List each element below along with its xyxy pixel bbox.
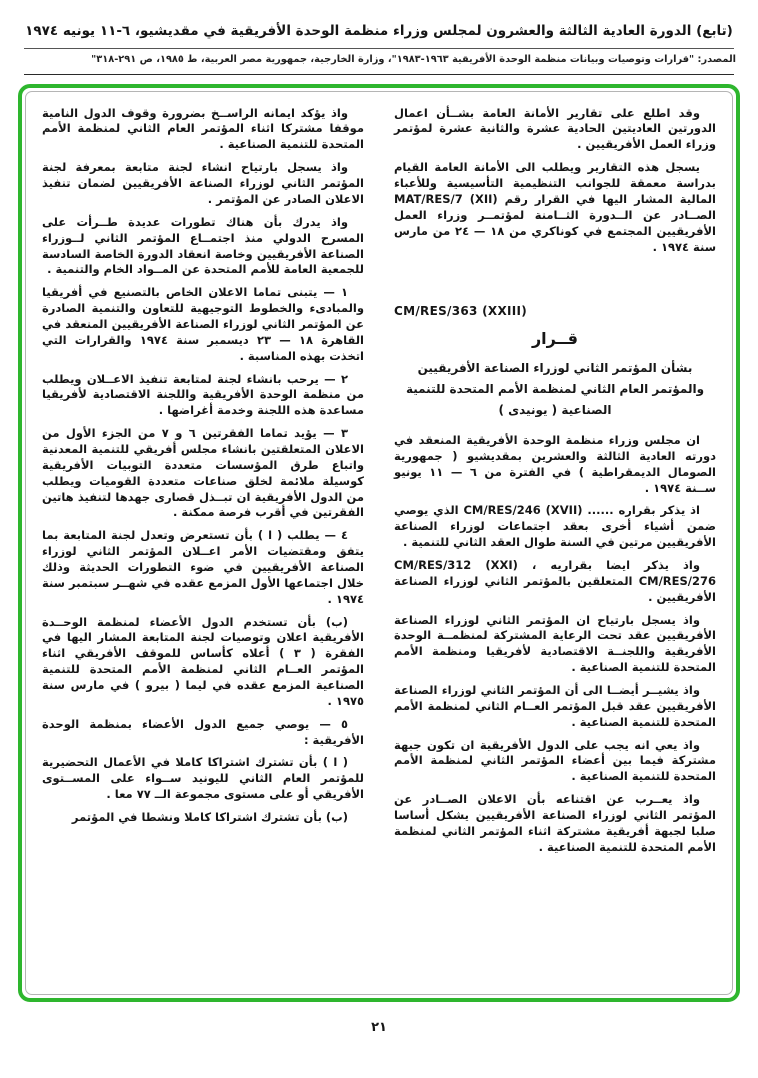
operative-item-5a: ( ا ) بأن تشترك اشتراكا كاملا في الأعمال التحضيرية للمؤتمر العام الثاني لليونيد ســواء على المســتوى الأفريقي أو على مستوى مجموعة الــ ٧٧ معا .	[42, 755, 364, 802]
paragraph-recall-1: اذ يذكر بقراره ...... CM/RES/246 (XVII) الذي يوصي ضمن أشياء أخرى بعقد اجتماعات لوزراء الصناعة الأفريقيين مرتين في السنة طوال العقد الثاني للتنمية .	[394, 503, 716, 550]
paragraph-aware: واذ يعي انه يجب على الدول الأفريقية ان تكون جبهة مشتركة فيما بين أعضاء المؤتمر الثاني لمنظمة الأمم المتحدة للتنمية الصناعية .	[394, 737, 716, 784]
paragraph-council: ان مجلس وزراء منظمة الوحدة الأفريقية المنعقد في دورته العادية الثالثة والعشرين بمقديشيو ( جمهورية الصومال الديمقراطية ) في الفترة من ٦ — ١١ يونيو ســنة ١٩٧٤ .	[394, 432, 716, 495]
document-title: (تابع) الدورة العادية الثالثة والعشرون لمجلس وزراء منظمة الوحدة الأفريقية في مقديشيو، ٦-١١ يونيه ١٩٧٤	[25, 23, 733, 39]
operative-item-5: ٥ — يوصي جميع الدول الأعضاء بمنظمة الوحدة الأفريقية :	[42, 716, 364, 747]
operative-item-1: ١ — يتبنى تماما الاعلان الخاص بالتصنيع في أفريقيا والمبادىء والخطوط التوجيهية للتعاون والتنمية الصادرة عن المؤتمر الثاني لوزراء الصناعة الأفريقيين المنعقد في القاهرة ١٨ — ٢٣ ديسمبر سنة ١٩٧٤ والقرارات التي اتخذت بهذه المناسبة .	[42, 285, 365, 363]
green-frame	[18, 84, 740, 1002]
document-header	[18, 22, 740, 75]
header-divider-bottom	[24, 74, 734, 75]
paragraph-reports: وقد اطلع على تقارير الأمانة العامة بشــأن اعمال الدورتين العاديتين الحادية عشرة والثانية عشرة لمؤتمر وزراء العمل الأفريقيين .	[394, 105, 716, 152]
text-columns	[42, 106, 716, 984]
source-line: المصدر: "قرارات وتوصيات وبيانات منظمة الوحدة الأفريقية ١٩٦٣-١٩٨٣"، وزارة الخارجية، جمهورية مصر العربية، ط ١٩٨٥، ص ٢٩١-٣١٨"	[91, 53, 736, 65]
paragraph-recall-2: واذ يذكر ايضا بقراريه CM/RES/312 (XXI) ، CM/RES/276 المتعلقين بالمؤتمر الثاني لوزراء الصناعة الأفريقيين .	[394, 558, 716, 604]
paragraph-followup: واذ يسجل بارتياح انشاء لجنة متابعة بمعرفة لجنة المؤتمر الثاني لوزراء الصناعة الأفريقيين لضمان تنفيذ الاعلان الصادر عن المؤتمر .	[42, 160, 364, 206]
header-divider-top	[24, 48, 734, 49]
operative-item-4b: (ب) بأن تستخدم الدول الأعضاء لمنظمة الوحــدة الأفريقية اعلان وتوصيات لجنة المتابعة المشار اليها في الفقرة ( ٣ ) أعلاه كأساس للموقف الأفريقي اثناء المؤتمر العــام الثاني لمنظمة الأمم المتحدة للتنمية الصناعية المزمع عقده في ليما ( بيرو ) في مارس سنة ١٩٧٥ .	[42, 614, 364, 708]
operative-item-2: ٢ — يرحب بانشاء لجنة لمتابعة تنفيذ الاعــلان ويطلب من منظمة الوحدة الأفريقية واللجنة الاقتصادية لأفريقيا مساعدة هذه اللجنة وخدمة أغراضها .	[42, 371, 364, 418]
resolution-subject: بشأن المؤتمر الثاني لوزراء الصناعة الأفريقيين والمؤتمر العام الثاني لمنظمة الأمم المتحدة للتنمية الصناعية ( يونيدى )	[405, 360, 705, 417]
resolution-code: CM/RES/363 (XXIII)	[394, 304, 528, 319]
operative-item-3: ٣ — يؤيد تماما الفقرتين ٦ و ٧ من الجزء الأول من الاعلان المتعلقتين بانشاء مجلس أفريقي للتنمية المعدنية واتباع طرق المؤسسات متعددة التوبيات الأفريقية كوسيلة ملائمة لخلق صناعات متعددة القوميات ويطلب من الدول الأفريقية ان تبــذل قصارى جهدها لتنفيذ هاتين الفقرتين في أقرب فرصة ممكنة .	[42, 426, 364, 520]
paragraph-developments: واذ يدرك بأن هناك تطورات عديدة طــرأت على المسرح الدولي منذ اجتمــاع المؤتمر الثاني لــوزراء الصناعة الأفريقيين وخاصة انعقاد الدورة الخاصة السادسة للجمعية العامة للأمم المتحدة عن المــواد الخام والتنمية .	[42, 214, 364, 277]
page-number: ٢١	[371, 1019, 387, 1035]
column-left	[42, 106, 364, 984]
paragraph-sponsorship: واذ يسجل بارتياح ان المؤتمر الثاني لوزراء الصناعة الأفريقيين عقد تحت الرعاية المشتركة لمنظمــة الوحدة الأفريقية واللجنــة الاقتصادية لأفريقيا ومنظمة الأمم المتحدة للتنمية الصناعية .	[394, 612, 716, 675]
document-footer	[18, 1016, 740, 1035]
operative-item-4: ٤ — يطلب ( ا ) بأن تستعرض وتعدل لجنة المتابعة بما يتفق ومقتضيات الأمر اعــلان المؤتمر الثاني لوزراء الصناعة الأفريقيين في ضوء التطورات الحديثة وذلك خلال اجتماعها الأول المزمع عقده في شهــر سبتمبر سنة ١٩٧٤ .	[42, 528, 364, 606]
paragraph-convinced: واذ يعــرب عن اقتناعه بأن الاعلان الصــادر عن المؤتمر الثاني لوزراء الصناعة الأفريقيين يشكل أساسا صلبا لجبهة أفريقية مشتركة اثناء المؤتمر الثاني لمنظمة الأمم المتحدة للتنمية الصناعية .	[394, 792, 716, 854]
inner-frame	[25, 91, 733, 995]
column-right	[394, 106, 716, 984]
paragraph-affirms: واذ يؤكد ايمانه الراســخ بضرورة وقوف الدول النامية موقفا مشتركا اثناء المؤتمر العام الثاني لمنظمة الأمم المتحدة للتنمية الصناعية .	[42, 105, 364, 152]
resolution-title: قــرار	[531, 328, 579, 348]
paragraph-records: يسجل هذه التقارير ويطلب الى الأمانة العامة القيام بدراسة معمقة للجوانب التنظيمية التأسيسية وللأعباء المالية المشار اليها في القرار رقم MAT/RES/7 (XII) الصــادر عن الــدورة الثــامنة لمؤتمــر وزراء العمل الأفريقيين المجتمع في كوناكري من ١٨ — ٢٤ من مارس سنة ١٩٧٤ .	[394, 160, 717, 254]
operative-item-5b: (ب) بأن تشترك اشتراكا كاملا ونشطا في المؤتمر	[71, 810, 348, 824]
paragraph-timing: واذ يشيــر أيضــا الى أن المؤتمر الثاني لوزراء الصناعة الأفريقيين عقد قبل المؤتمر العــام الثاني لمنظمة الأمم المتحدة للتنمية الصناعية .	[394, 683, 716, 729]
